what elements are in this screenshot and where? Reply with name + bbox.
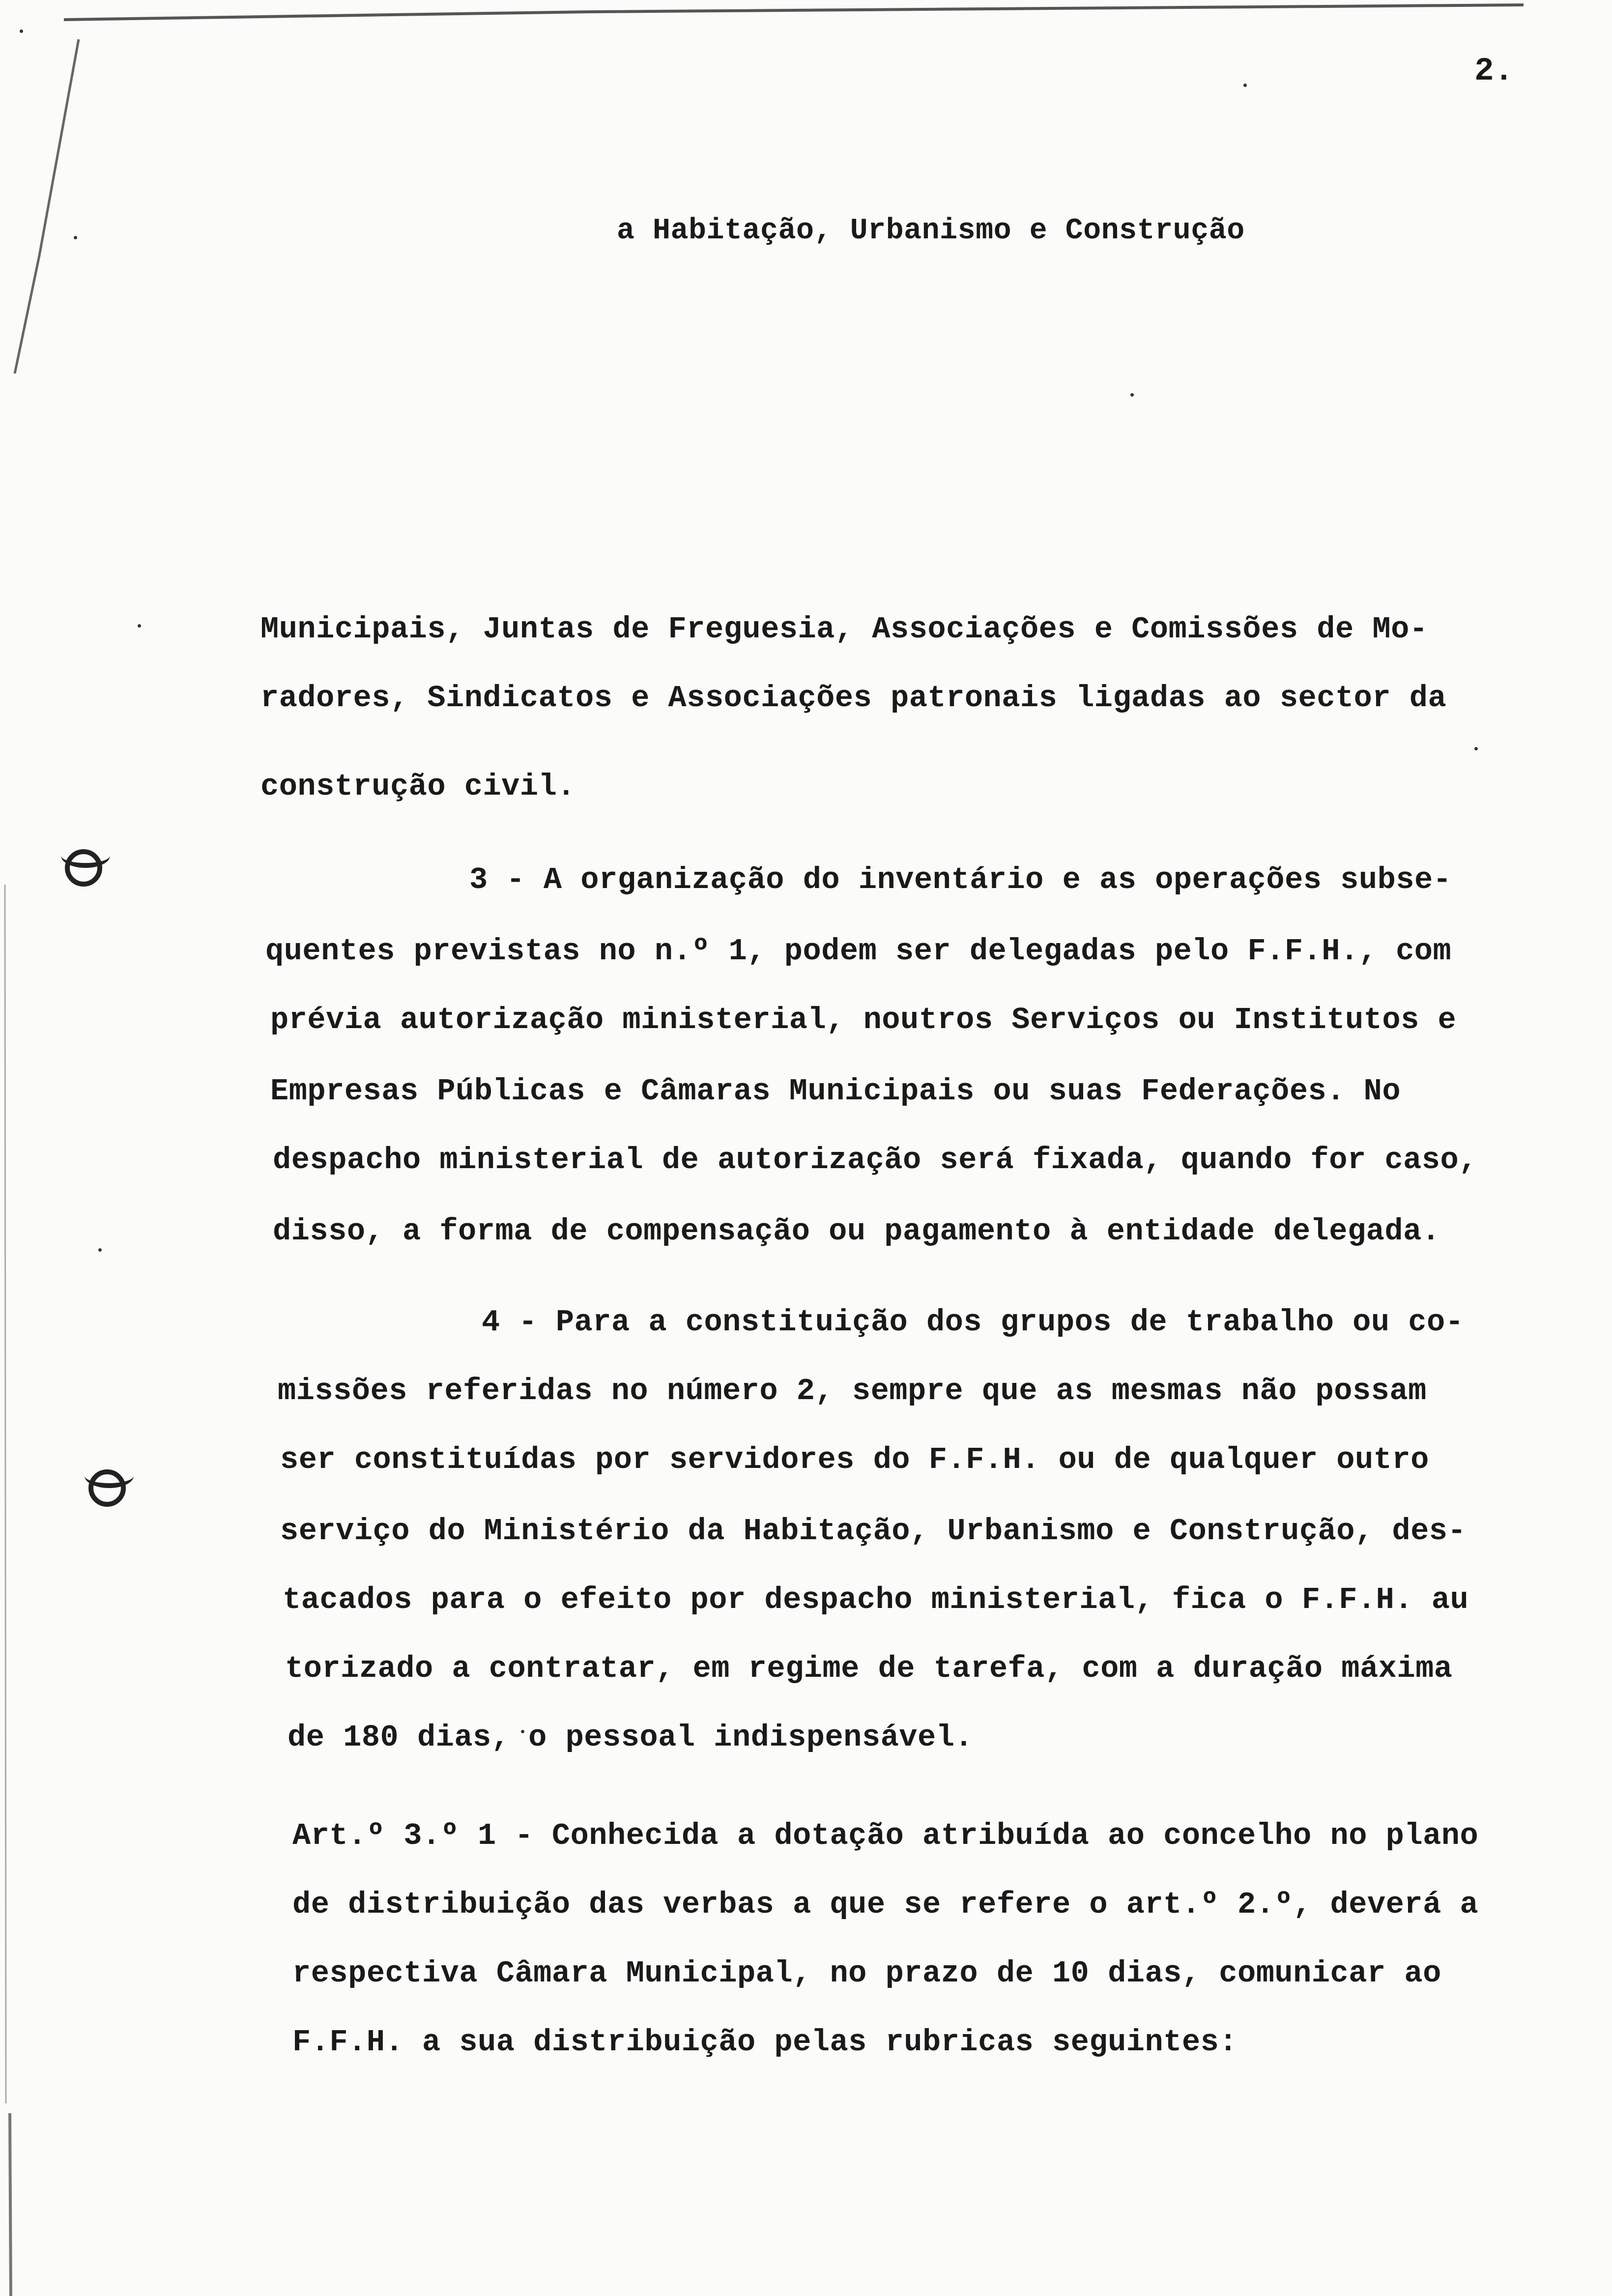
text-line: torizado a contratar, em regime de tarefa, com a duração máxima bbox=[285, 1651, 1453, 1686]
text-line: 4 - Para a constituição dos grupos de trabalho ou co- bbox=[482, 1305, 1464, 1340]
text-line: serviço do Ministério da Habitação, Urbanismo e Construção, des- bbox=[280, 1514, 1467, 1549]
text-line: despacho ministerial de autorização será fixada, quando for caso, bbox=[273, 1143, 1477, 1177]
page-number: 2. bbox=[1474, 53, 1514, 89]
text-line: Empresas Públicas e Câmaras Municipais ou suas Federações. No bbox=[270, 1074, 1401, 1109]
text-line: respectiva Câmara Municipal, no prazo de 10 dias, comunicar ao bbox=[292, 1956, 1441, 1991]
text-line: 3 - A organização do inventário e as operações subse- bbox=[469, 862, 1452, 897]
text-line: prévia autorização ministerial, noutros Serviços ou Institutos e bbox=[270, 1003, 1457, 1037]
text-line: quentes previstas no n.º 1, podem ser delegadas pelo F.F.H., com bbox=[265, 934, 1452, 969]
punch-hole-mark-upper bbox=[65, 849, 102, 887]
text-line: tacados para o efeito por despacho ministerial, fica o F.F.H. au bbox=[283, 1582, 1469, 1617]
punch-hole-mark-lower bbox=[88, 1469, 126, 1507]
document-heading: a Habitação, Urbanismo e Construção bbox=[617, 214, 1245, 248]
text-line: construção civil. bbox=[260, 769, 576, 804]
text-line: Art.º 3.º 1 - Conhecida a dotação atribuída ao concelho no plano bbox=[292, 1818, 1479, 1853]
text-line: de distribuição das verbas a que se refere o art.º 2.º, deverá a bbox=[292, 1887, 1479, 1922]
text-line: ser constituídas por servidores do F.F.H. ou de qualquer outro bbox=[280, 1442, 1429, 1477]
text-line: F.F.H. a sua distribuição pelas rubricas seguintes: bbox=[292, 2025, 1238, 2060]
text-line: de 180 dias, o pessoal indispensável. bbox=[288, 1720, 974, 1755]
text-line: Municipais, Juntas de Freguesia, Associações e Comissões de Mo- bbox=[260, 612, 1428, 647]
text-line: radores, Sindicatos e Associações patronais ligadas ao sector da bbox=[260, 681, 1447, 716]
text-line: disso, a forma de compensação ou pagamento à entidade delegada. bbox=[273, 1214, 1440, 1249]
text-line: missões referidas no número 2, sempre que as mesmas não possam bbox=[278, 1374, 1427, 1408]
